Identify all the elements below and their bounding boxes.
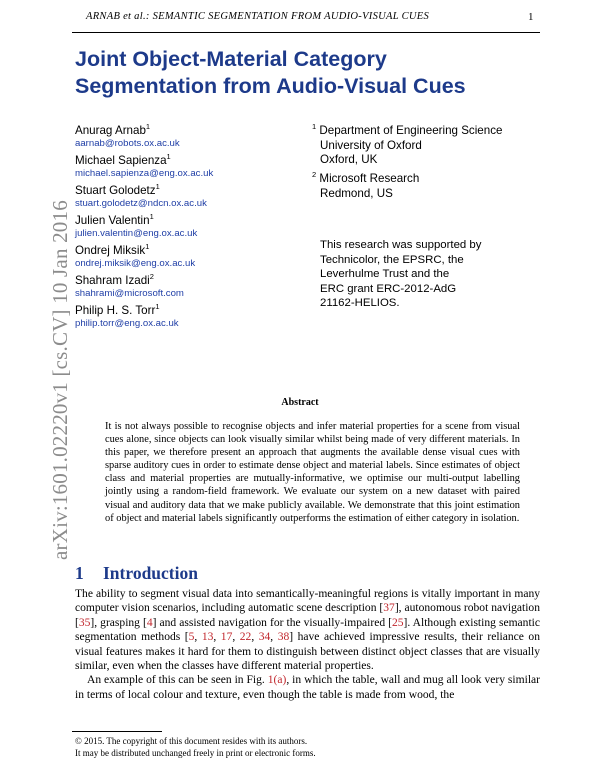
author-email[interactable]: philip.torr@eng.ox.ac.uk <box>75 318 179 329</box>
affiliation-1 <box>312 124 542 168</box>
title-line-2: Segmentation from Audio-Visual Cues <box>75 74 466 98</box>
citation-link[interactable]: 34 <box>258 631 271 644</box>
body-text <box>75 587 540 702</box>
author-affil-sup: 2 <box>149 272 154 281</box>
funding-line: Technicolor, the EPSRC, the <box>320 253 464 266</box>
abstract-heading: Abstract <box>281 397 319 408</box>
author-email[interactable]: shahrami@microsoft.com <box>75 288 184 299</box>
funding-line: Leverhulme Trust and the <box>320 268 450 281</box>
author-list <box>75 124 305 334</box>
funding-line: This research was supported by <box>320 239 482 251</box>
author-entry <box>75 154 305 180</box>
author-entry <box>75 214 305 240</box>
affiliation-line: Redmond, US <box>320 186 393 200</box>
figure-reference-link[interactable]: 1(a) <box>267 674 287 687</box>
section-number: 1 <box>75 563 84 583</box>
arxiv-stamp: arXiv:1601.02220v1 [cs.CV] 10 Jan 2016 <box>48 200 72 560</box>
author-name: Stuart Golodetz <box>75 184 156 197</box>
citation-link[interactable]: 22 <box>239 631 252 644</box>
affiliation-sup: 1 <box>312 122 317 131</box>
paragraph: The ability to segment visual data into semantically-meaningful regions is vitally important in many computer vision scenarios, including automatic scene description [37], autonomous robot navigation [35], grasping [4] and assisted navigation for the visually-impaired [25]. Although existing semantic segmentation methods [5, 13, 17, 22, 34, 38] have achieved impressive results, their reliance on visual features makes it hard for them to distinguish between distinct object classes that are visually similar, even when the classes have different material properties. <box>75 588 540 673</box>
author-name: Anurag Arnab <box>75 124 146 137</box>
title-line-1: Joint Object-Material Category <box>75 47 387 71</box>
header-rule <box>72 32 540 33</box>
author-email[interactable]: michael.sapienza@eng.ox.ac.uk <box>75 168 214 179</box>
footnote-rule <box>72 731 162 732</box>
abstract-text: It is not always possible to recognise objects and infer material properties for a scene from visual cues alone, since objects can look visually similar whilst being made of very different materials. In this paper, we therefore present an approach that augments the available dense visual cues with sparse auditory cues in order to estimate dense object and material labels. Since estimates of object class and material properties are mutually-informative, we optimise our multi-output labelling jointly using a random-field framework. We evaluate our system on a new dataset with paired visual and auditory data that we make publicly available. We demonstrate that this joint estimation of object and material labels significantly outperforms the estimation of either category in isolation. <box>105 421 520 524</box>
copyright-footnote <box>75 735 316 759</box>
citation-link[interactable]: 5 <box>188 631 195 644</box>
funding-note <box>320 238 520 311</box>
citation-link[interactable]: 13 <box>201 631 214 644</box>
author-affil-sup: 1 <box>145 242 150 251</box>
author-email[interactable]: ondrej.miksik@eng.ox.ac.uk <box>75 258 196 269</box>
author-name: Michael Sapienza <box>75 154 167 167</box>
author-name: Shahram Izadi <box>75 274 150 287</box>
funding-line: ERC grant ERC-2012-AdG <box>320 282 457 295</box>
citation-link[interactable]: 17 <box>220 631 233 644</box>
author-affil-sup: 1 <box>155 302 160 311</box>
author-name: Julien Valentin <box>75 214 150 227</box>
funding-line: 21162-HELIOS. <box>320 297 400 310</box>
author-email[interactable]: stuart.golodetz@ndcn.ox.ac.uk <box>75 198 207 209</box>
affiliation-line: Oxford, UK <box>320 153 378 166</box>
author-email[interactable]: aarnab@robots.ox.ac.uk <box>75 138 180 149</box>
author-name: Philip H. S. Torr <box>75 304 156 317</box>
paragraph: An example of this can be seen in Fig. 1(a), in which the table, wall and mug all look very similar in terms of local colour and texture, even though the table is made from wood, the <box>75 674 540 701</box>
author-email[interactable]: julien.valentin@eng.ox.ac.uk <box>75 228 198 239</box>
author-affil-sup: 1 <box>155 182 160 191</box>
author-affil-sup: 1 <box>149 212 154 221</box>
author-entry <box>75 304 305 330</box>
paper-title <box>75 46 515 100</box>
affiliation-line: Microsoft Research <box>319 172 420 185</box>
page-number: 1 <box>528 11 534 23</box>
section-heading <box>75 563 198 584</box>
author-affil-sup: 1 <box>166 152 171 161</box>
citation-link[interactable]: 37 <box>383 602 395 615</box>
footnote-line: © 2015. The copyright of this document resides with its authors. <box>75 736 308 746</box>
author-entry <box>75 124 305 150</box>
author-entry <box>75 184 305 210</box>
affiliation-line: University of Oxford <box>320 138 422 152</box>
section-title: Introduction <box>103 563 198 583</box>
affiliation-2 <box>312 172 542 201</box>
author-entry <box>75 244 305 270</box>
author-name: Ondrej Miksik <box>75 244 146 257</box>
citation-link[interactable]: 35 <box>78 616 91 629</box>
citation-link[interactable]: 25 <box>391 616 404 629</box>
affiliation-line: Department of Engineering Science <box>319 124 503 137</box>
footnote-line: It may be distributed unchanged freely in print or electronic forms. <box>75 748 316 758</box>
citation-link[interactable]: 4 <box>146 616 153 629</box>
author-entry <box>75 274 305 300</box>
citation-link[interactable]: 38 <box>277 631 290 644</box>
author-affil-sup: 1 <box>145 122 151 131</box>
affiliation-sup: 2 <box>312 170 317 179</box>
running-head: ARNAB et al.: SEMANTIC SEGMENTATION FROM AUDIO-VISUAL CUES <box>86 11 430 22</box>
